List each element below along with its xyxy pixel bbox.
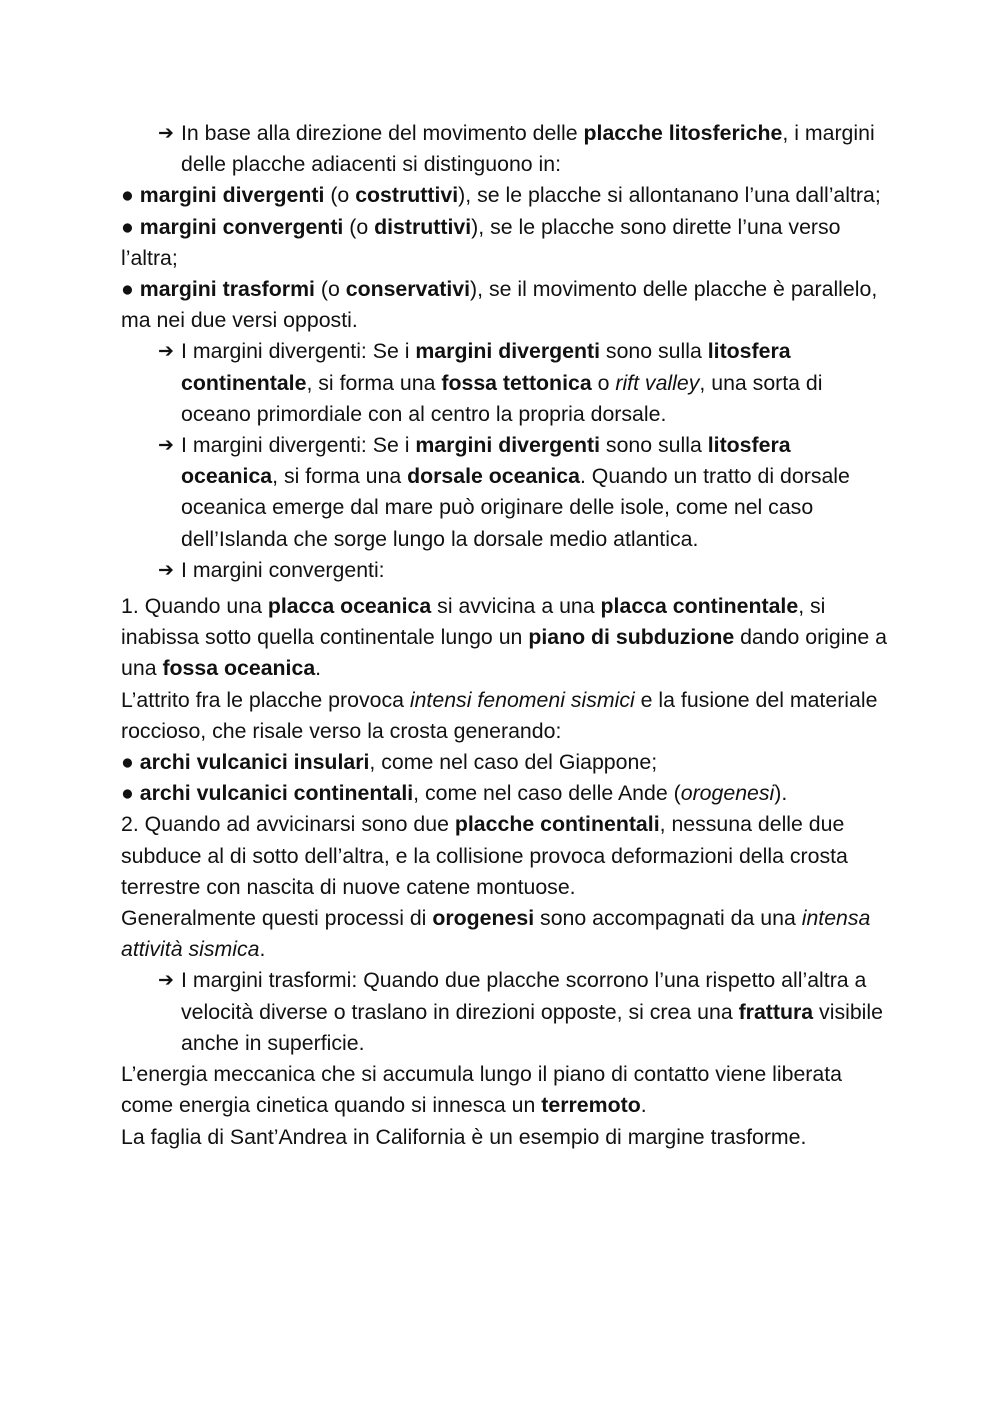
bold-term: archi vulcanici insulari (139, 750, 370, 775)
arrow-bullet-icon: ➔ (158, 434, 174, 457)
bold-term: margini trasformi (139, 277, 315, 302)
bold-term: archi vulcanici continentali (139, 781, 414, 806)
bullet-dot-icon: ● (121, 183, 140, 208)
paragraph-plate-boundaries-intro (121, 118, 891, 180)
bold-term: distruttivi (374, 214, 472, 239)
arrow-bullet-icon: ➔ (158, 122, 174, 144)
text-run: La faglia di Sant’Andrea in California è un esempio di margine trasforme. (121, 1124, 807, 1149)
italic-term: rift valley (615, 370, 700, 395)
text-run: (o (324, 183, 356, 208)
list-number: 1 (121, 594, 133, 619)
bullet-dot-icon: ● (121, 750, 140, 775)
bold-term: margini convergenti (139, 214, 344, 239)
text-run: e la fusione del materiale roccioso, che risale verso la crosta generando: (121, 687, 878, 743)
arrow-bullet-icon: ➔ (158, 340, 174, 363)
paragraph-transform-margins (121, 965, 891, 1059)
paragraph-convergent-heading (121, 555, 891, 586)
text-run: , una sorta di oceano primordiale con al centro la propria dorsale. (181, 370, 823, 426)
bullet-continental-arcs (121, 778, 891, 809)
text-run: , si forma una (306, 370, 442, 395)
bullet-dot-icon: ● (121, 781, 140, 806)
italic-term: intensi fenomeni sismici (409, 687, 635, 712)
bold-term: margini divergenti (139, 183, 325, 208)
text-run: I margini divergenti: Se i (181, 339, 416, 364)
text-run: (o (314, 277, 346, 302)
text-run: sono sulla (600, 433, 708, 458)
bullet-convergent-margins (121, 212, 891, 274)
text-run: , come nel caso delle Ande ( (413, 781, 681, 806)
text-run: , si inabissa sotto quella continentale lungo un (121, 594, 826, 650)
paragraph-mechanical-energy (121, 1059, 891, 1121)
text-run: 2. Quando ad avvicinarsi sono due (121, 812, 455, 837)
text-run: si avvicina a una (431, 594, 601, 619)
text-run: I margini divergenti: Se i (181, 433, 416, 458)
text-run: o (591, 370, 616, 395)
bold-term: litosfera continentale (181, 339, 791, 395)
paragraph-san-andreas (121, 1122, 891, 1153)
bold-term: fossa tettonica (441, 370, 592, 395)
text-run: sono accompagnati da una (534, 906, 802, 931)
text-run: visibile anche in superficie. (181, 999, 883, 1055)
bold-term: placca oceanica (267, 594, 432, 619)
bold-term: piano di subduzione (528, 625, 735, 650)
text-run: ), se le placche si allontanano l’una dall’altra; (458, 183, 881, 208)
bullet-island-arcs (121, 747, 891, 778)
bullet-dot-icon: ● (121, 277, 140, 302)
text-run: Quando una (144, 594, 268, 619)
bold-term: orogenesi (432, 906, 535, 931)
text-run: . Quando un tratto di dorsale oceanica emerge dal mare può originare delle isole, come nel caso dell’Islanda che sorge lungo la dorsale medio atlantica. (181, 464, 850, 551)
document-page (121, 118, 891, 1153)
text-run: . (640, 1093, 647, 1118)
bold-term: margini divergenti (415, 433, 600, 458)
text-run: . (315, 656, 322, 681)
text-run: . (259, 937, 266, 962)
text-run: (o (343, 214, 375, 239)
bold-term: placche continentali (454, 812, 660, 837)
bold-term: margini divergenti (415, 339, 600, 364)
bold-term: dorsale oceanica (407, 464, 580, 489)
text-run: , come nel caso del Giappone; (369, 750, 658, 775)
bold-term: conservativi (345, 277, 471, 302)
paragraph-divergent-continental (121, 336, 891, 430)
bold-term: placche litosferiche (583, 121, 783, 145)
bold-term: fossa oceanica (162, 656, 316, 681)
text-run: , si forma una (272, 464, 408, 489)
arrow-bullet-icon: ➔ (158, 558, 174, 581)
text-run: , i margini delle placche adiacenti si distinguono in: (181, 121, 875, 177)
text-run: L’attrito fra le placche provoca (121, 687, 410, 712)
bullet-dot-icon: ● (121, 214, 140, 239)
text-run: L’energia meccanica che si accumula lungo il piano di contatto viene liberata come energia cinetica quando si innesca un (121, 1062, 842, 1118)
bullet-transform-margins (121, 274, 891, 336)
bold-term: litosfera oceanica (181, 433, 791, 489)
italic-term: intensa attività sismica (121, 906, 871, 962)
bold-term: placca continentale (600, 594, 799, 619)
paragraph-divergent-oceanic (121, 430, 891, 555)
text-run: I margini trasformi: Quando due placche scorrono l’una rispetto all’altra a velocità diverse o traslano in direzioni opposte, si crea una (181, 968, 867, 1024)
text-run: ), se le placche sono dirette l’una verso l’altra; (121, 214, 841, 270)
paragraph-numbered-1 (121, 591, 891, 685)
text-run: , nessuna delle due subduce al di sotto dell’altra, e la collisione provoca deformazioni della crosta terrestre con nascita di nuove catene montuose. (121, 812, 848, 899)
paragraph-orogenesis (121, 903, 891, 965)
bold-term: terremoto (541, 1093, 641, 1118)
paragraph-friction (121, 685, 891, 747)
bold-term: costruttivi (355, 183, 459, 208)
list-number-dot: . (132, 594, 145, 619)
text-run: ). (774, 781, 788, 806)
italic-term: orogenesi (680, 781, 775, 806)
paragraph-numbered-2 (121, 809, 891, 903)
bold-term: frattura (738, 999, 814, 1024)
bullet-divergent-margins (121, 180, 891, 211)
text-run: I margini convergenti: (181, 557, 385, 582)
text-run: Generalmente questi processi di (121, 906, 433, 931)
text-run: ), se il movimento delle placche è parallelo, ma nei due versi opposti. (121, 277, 878, 333)
text-run: dando origine a una (121, 625, 887, 681)
text-run: In base alla direzione del movimento delle (181, 121, 584, 145)
arrow-bullet-icon: ➔ (158, 969, 174, 992)
text-run: sono sulla (600, 339, 708, 364)
